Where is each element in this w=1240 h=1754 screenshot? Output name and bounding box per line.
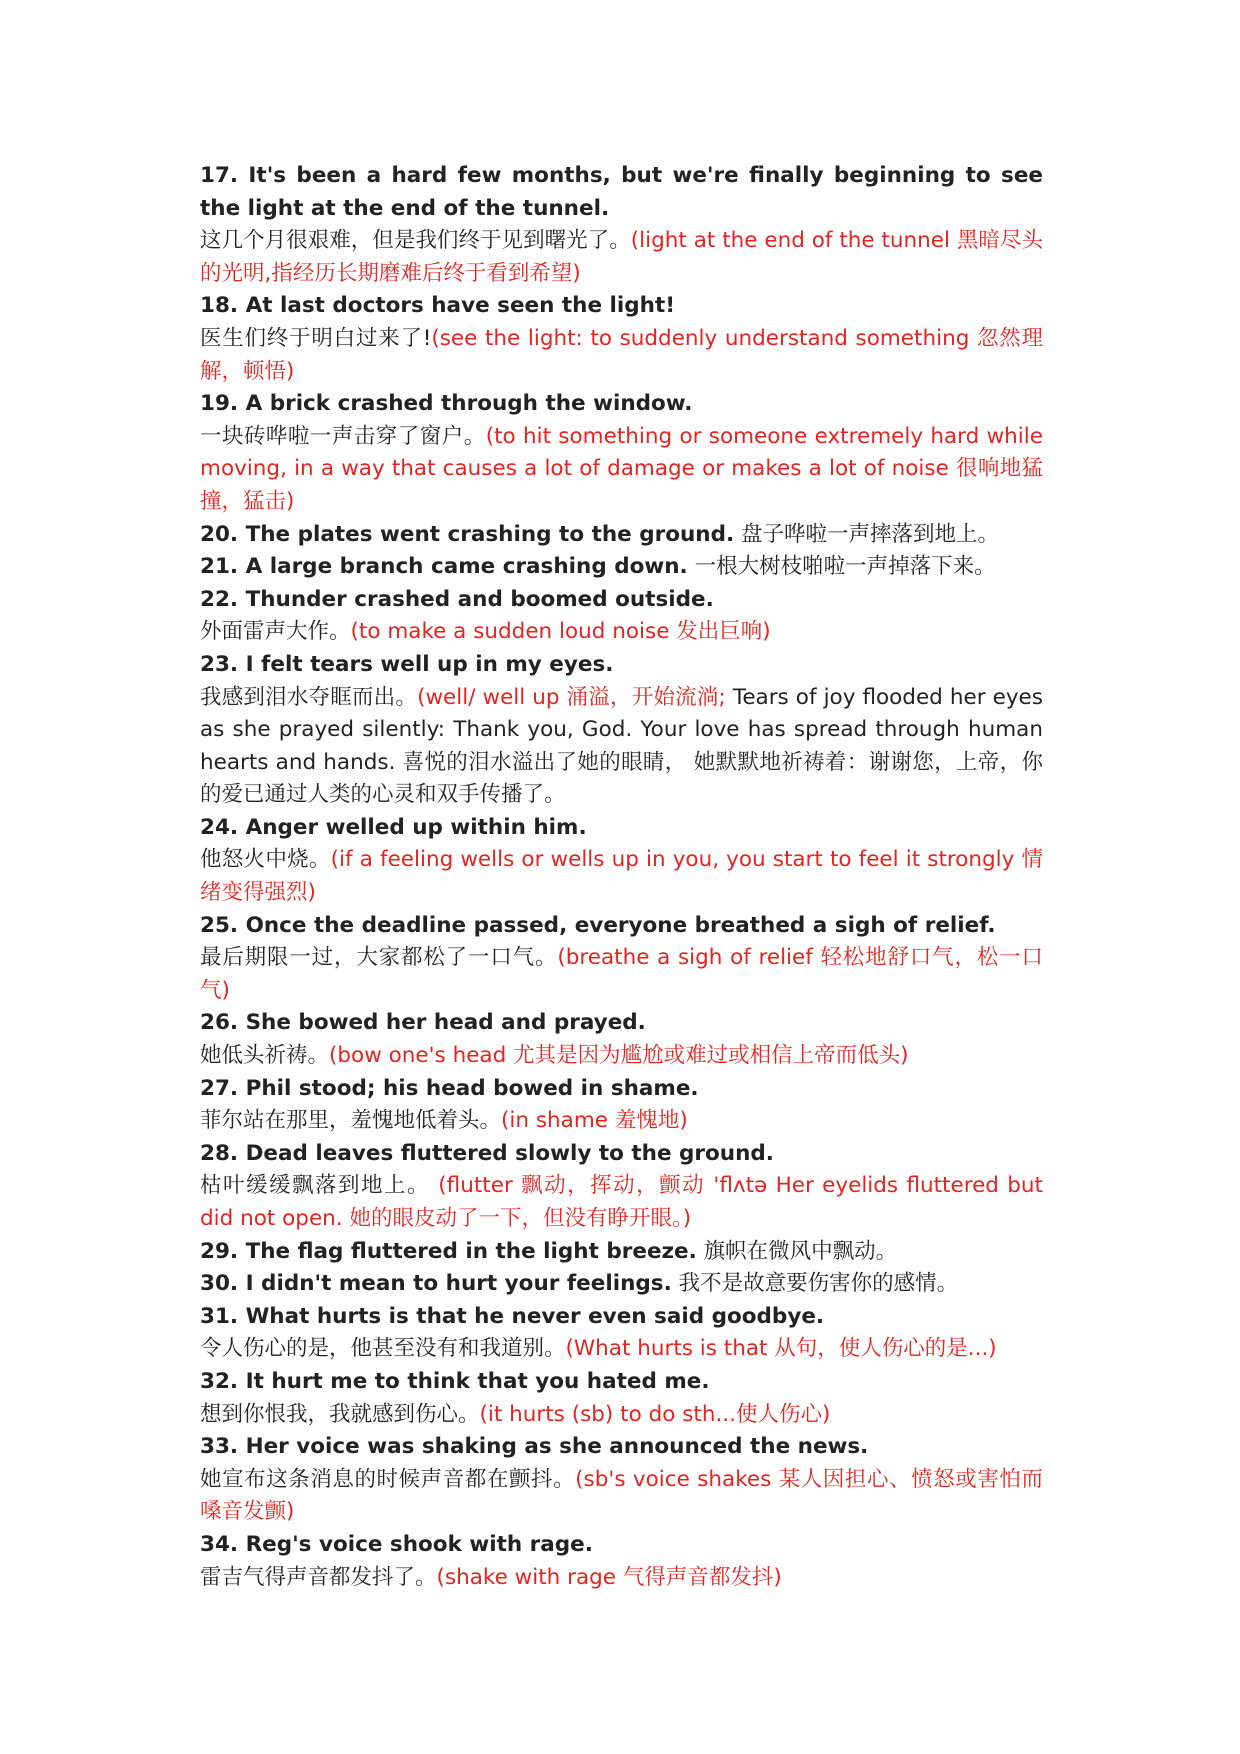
entry-26-note: (bow one's head 尤其是因为尴尬或难过或相信上帝而低头) [329,1043,909,1069]
entry-25-note: (breathe a sigh of relief 轻松地舒口气，松一口气) [200,945,1043,1003]
entry-23-example: Tears of joy flooded her eyes as she prayed silently: Thank you, God. Your love has spread through human hearts and hands. 喜悦的泪水溢出了她的眼睛， 她默默地祈祷着：谢谢您，上帝，你的爱已通过人类的心灵和双手传播了。 [200,684,1043,808]
entry-30 [200,1268,1043,1301]
entry-19-note: (to hit something or someone extremely hard while moving, in a way that causes a lot of damage or makes a lot of noise 很响地猛撞，猛击) [200,423,1043,514]
entry-21-english: 21. A large branch came crashing down. [200,554,688,580]
entry-31-note: (What hurts is that 从句，使人伤心的是...) [565,1336,997,1362]
entry-28-chinese: 枯叶缓缓飘落到地上。 [200,1173,430,1199]
entry-24-english: 24. Anger welled up within him. [200,814,587,840]
entry-17-gloss [200,225,1043,290]
entry-26-gloss [200,1040,1043,1073]
entry-34-english: 34. Reg's voice shook with rage. [200,1531,593,1557]
entry-31-gloss [200,1333,1043,1366]
entry-17-english: 17. It's been a hard few months, but we're finally beginning to see the light at the end of the tunnel. [200,163,1043,221]
entry-18-english: 18. At last doctors have seen the light! [200,293,676,319]
entry-30-chinese: 我不是故意要伤害你的感情。 [678,1271,959,1297]
entry-26-chinese: 她低头祈祷。 [200,1043,330,1069]
entry-23-gloss [200,682,1043,812]
entry-19-gloss [200,421,1043,519]
entry-19-english: 19. A brick crashed through the window. [200,391,693,417]
entry-25-english: 25. Once the deadline passed, everyone breathed a sigh of relief. [200,912,996,938]
entry-30-english: 30. I didn't mean to hurt your feelings. [200,1271,672,1297]
entry-33-chinese: 她宣布这条消息的时候声音都在颤抖。 [200,1466,576,1492]
entry-21 [200,551,1043,584]
entry-22-note: (to make a sudden loud noise 发出巨响) [350,619,771,645]
entry-33-english: 33. Her voice was shaking as she announced the news. [200,1434,869,1460]
entry-27-note: (in shame 羞愧地) [501,1108,688,1134]
entry-21-chinese: 一根大树枝啪啦一声掉落下来。 [694,554,996,580]
entry-32-gloss [200,1399,1043,1432]
entry-31-chinese: 令人伤心的是，他甚至没有和我道别。 [200,1336,566,1362]
entry-23-note: (well/ well up 涌溢，开始流淌; [417,684,726,710]
entry-20 [200,519,1043,552]
entry-22-english: 22. Thunder crashed and boomed outside. [200,586,714,612]
entry-22-gloss [200,616,1043,649]
entry-27-chinese: 菲尔站在那里，羞愧地低着头。 [200,1108,502,1134]
entry-31-english: 31. What hurts is that he never even said goodbye. [200,1303,825,1329]
entry-33-note: (sb's voice shakes 某人因担心、愤怒或害怕而嗓音发颤) [200,1466,1043,1525]
entry-20-chinese: 盘子哗啦一声摔落到地上。 [741,521,1000,547]
entry-19-chinese: 一块砖哗啦一声击穿了窗户。 [200,423,486,449]
entry-34-note: (shake with rage 气得声音都发抖) [436,1564,782,1590]
entry-32-english: 32. It hurt me to think that you hated me. [200,1368,710,1394]
entry-28-note: (flutter 飘动，挥动，颤动 'flʌtə Her eyelids fluttered but did not open. 她的眼皮动了一下，但没有睁开眼。) [200,1173,1043,1231]
entry-29 [200,1236,1043,1269]
entry-18-gloss [200,323,1043,388]
entry-22-chinese: 外面雷声大作。 [200,619,351,645]
entry-27-gloss [200,1105,1043,1138]
entry-34-chinese: 雷吉气得声音都发抖了。 [200,1564,437,1590]
entry-17-note: (light at the end of the tunnel 黑暗尽头的光明,指经历长期磨难后终于看到希望) [200,228,1043,286]
entry-34-gloss [200,1562,1043,1595]
entry-27-english: 27. Phil stood; his head bowed in shame. [200,1075,699,1101]
sentence-list [200,160,1043,1594]
entry-18-chinese: 医生们终于明白过来了! [200,325,432,351]
entry-18-note: (see the light: to suddenly understand something 忽然理解，顿悟) [200,325,1043,384]
entry-29-chinese: 旗帜在微风中飘动。 [703,1238,898,1264]
entry-24-gloss [200,844,1043,909]
entry-20-english: 20. The plates went crashing to the ground. [200,521,735,547]
entry-29-english: 29. The flag fluttered in the light breeze. [200,1238,697,1264]
entry-24-note: (if a feeling wells or wells up in you, you start to feel it strongly 情绪变得强烈) [200,847,1043,906]
entry-32-note: (it hurts (sb) to do sth...使人伤心) [479,1401,831,1427]
entry-26-english: 26. She bowed her head and prayed. [200,1010,646,1036]
entry-25-chinese: 最后期限一过，大家都松了一口气。 [200,945,558,971]
entry-23-english: 23. I felt tears well up in my eyes. [200,651,614,677]
entry-25-gloss [200,942,1043,1007]
entry-24-chinese: 他怒火中烧。 [200,847,331,873]
entry-23-chinese: 我感到泪水夺眶而出。 [200,684,418,710]
entry-32-chinese: 想到你恨我，我就感到伤心。 [200,1401,480,1427]
entry-28-english: 28. Dead leaves fluttered slowly to the ground. [200,1140,774,1166]
entry-33-gloss [200,1464,1043,1529]
entry-28-gloss [200,1170,1043,1235]
entry-17-chinese: 这几个月很艰难，但是我们终于见到曙光了。 [200,228,631,254]
